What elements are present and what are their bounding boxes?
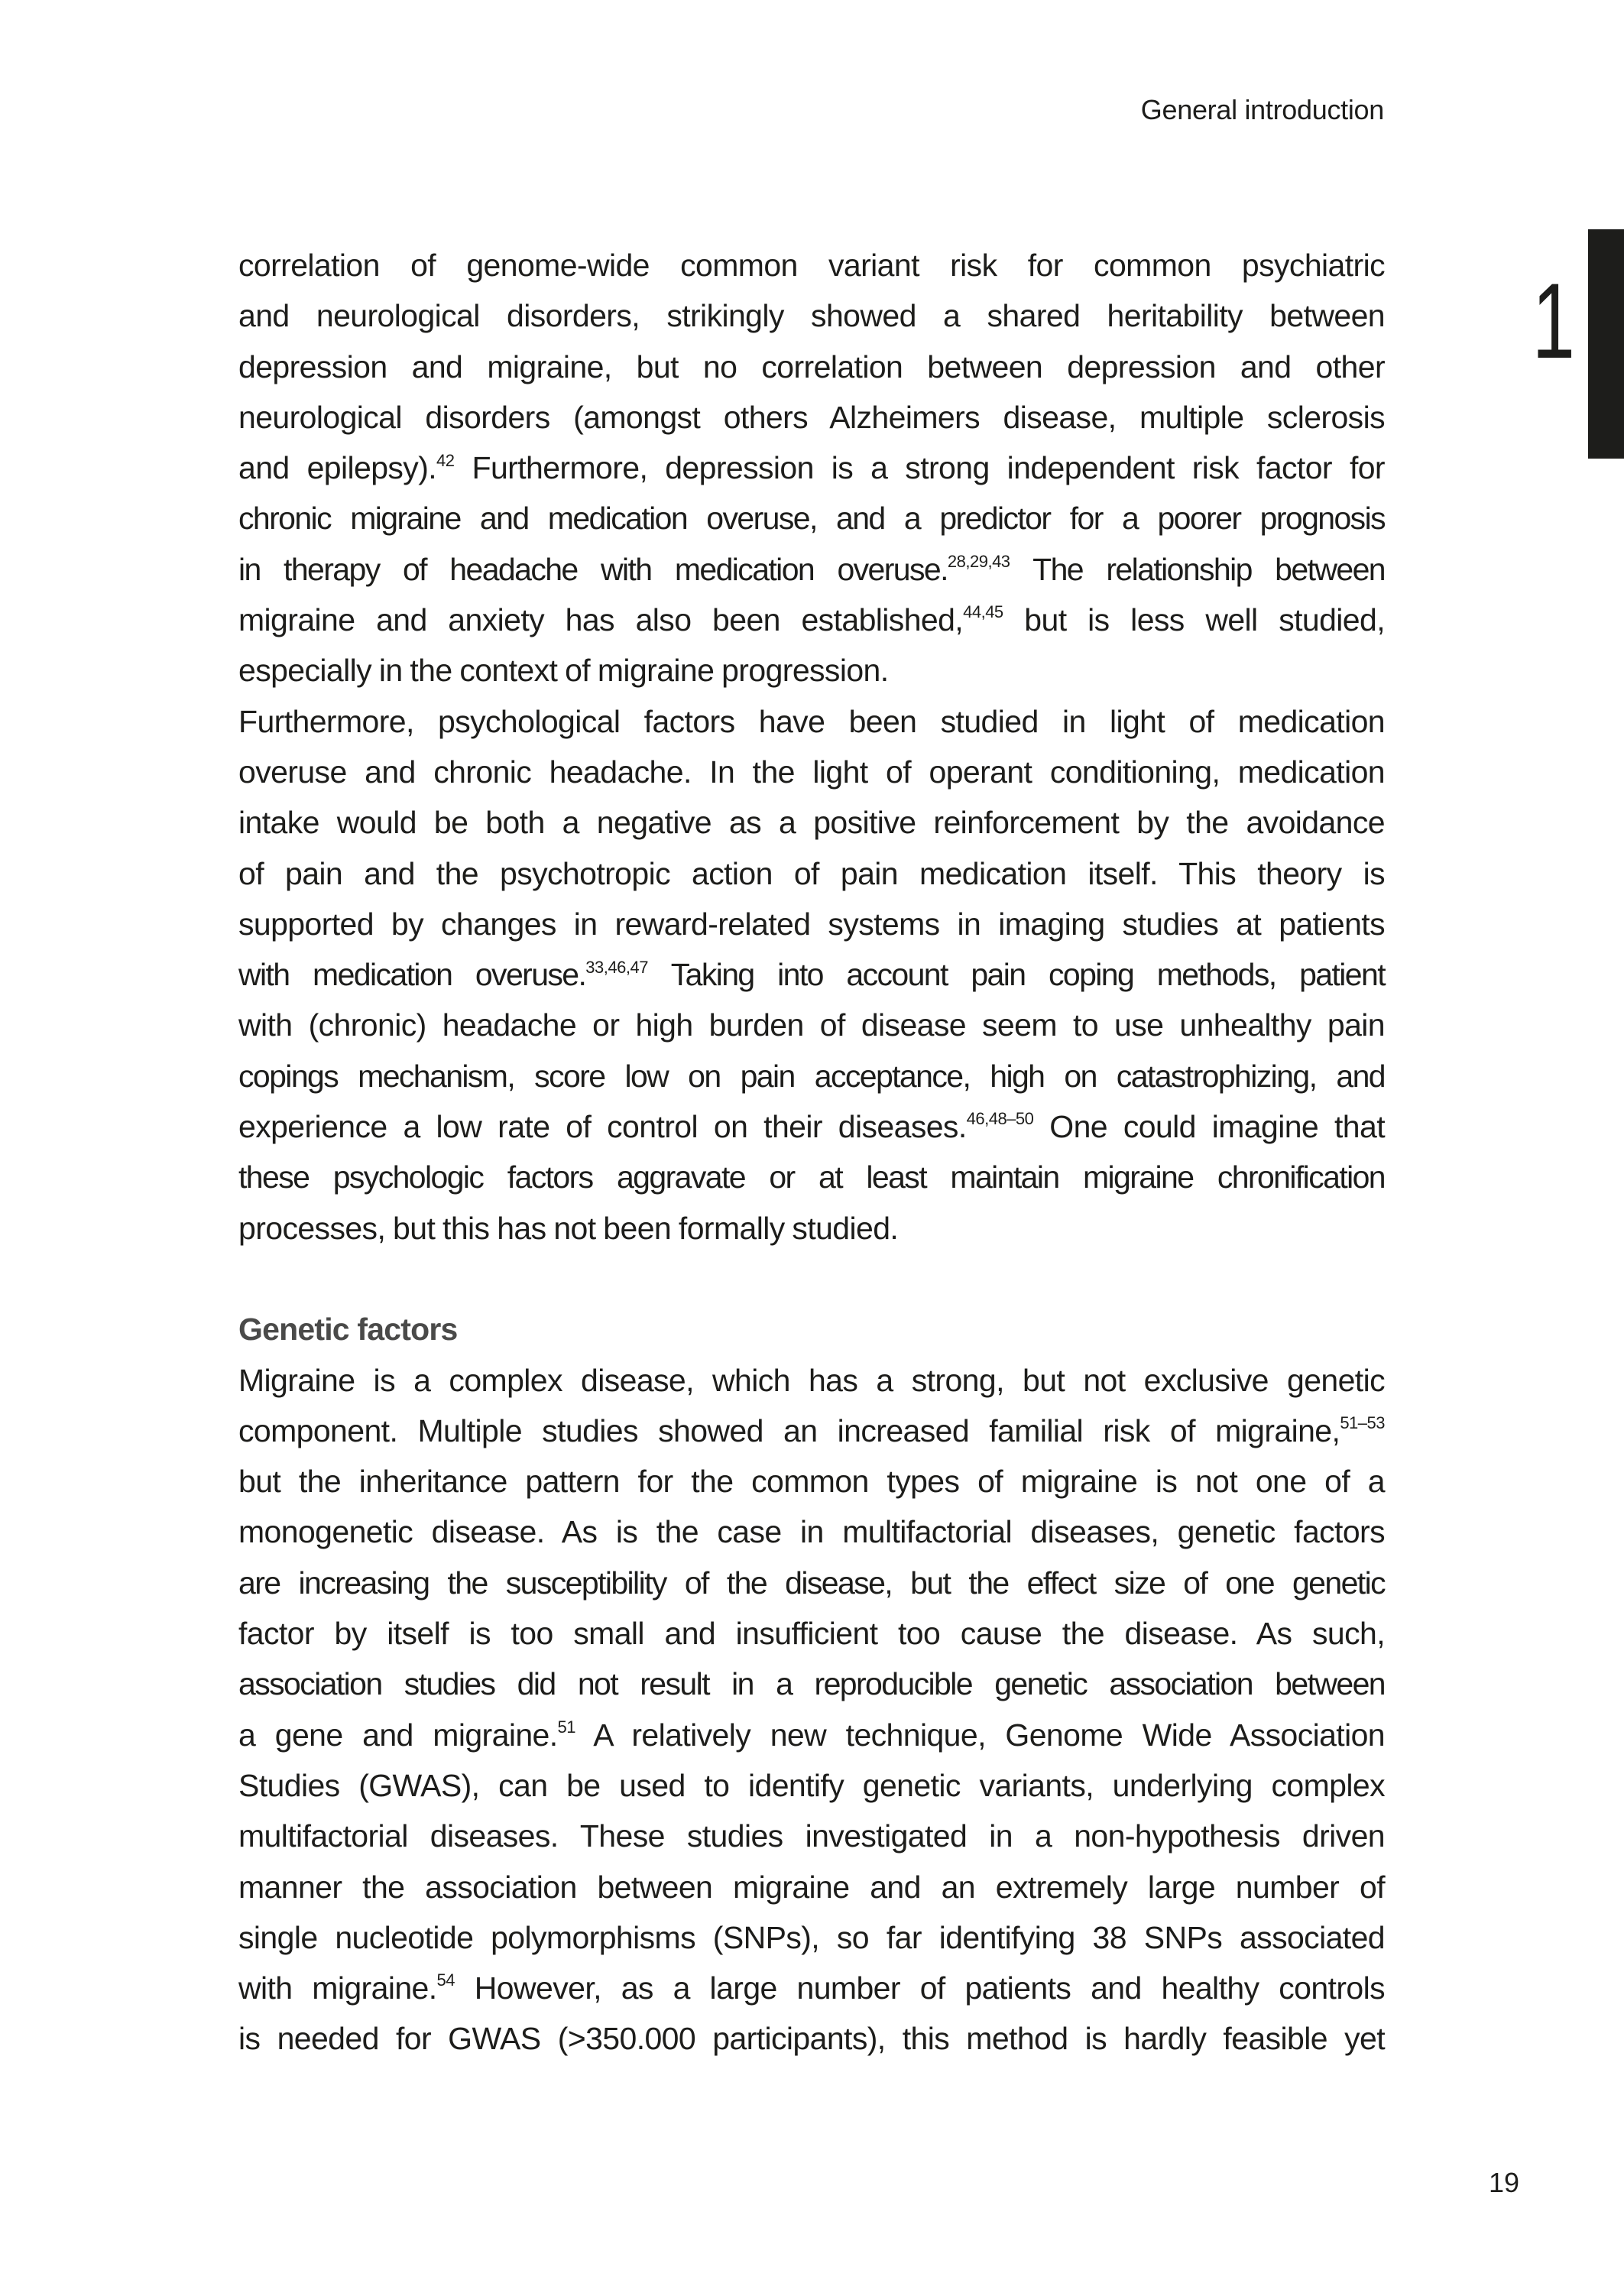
text-line xyxy=(238,747,1385,797)
line-text-continued: A relatively new technique, Genome Wide Association xyxy=(575,1717,1386,1753)
text-line xyxy=(238,1456,1385,1507)
line-text: a gene and migraine. xyxy=(238,1717,558,1753)
text-line xyxy=(238,342,1385,392)
text-line xyxy=(238,1406,1385,1456)
line-text: these psychologic factors aggravate or at least maintain migraine chronification xyxy=(238,1159,1385,1195)
text-line xyxy=(238,1608,1385,1659)
line-text: Studies (GWAS), can be used to identify genetic variants, underlying complex xyxy=(238,1767,1385,1803)
text-line xyxy=(238,1355,1385,1406)
line-text: overuse and chronic headache. In the light of operant conditioning, medication xyxy=(238,754,1385,790)
running-header: General introduction xyxy=(1140,94,1384,125)
body-text xyxy=(238,240,1385,2064)
line-text-continued: but is less well studied, xyxy=(1003,602,1385,638)
line-text: intake would be both a negative as a positive reinforcement by the avoidance xyxy=(238,805,1385,841)
line-text: association studies did not result in a reproducible genetic association between xyxy=(238,1666,1385,1702)
text-line xyxy=(238,645,1385,696)
citation-superscript: 54 xyxy=(436,1970,455,1990)
line-text: experience a low rate of control on their diseases. xyxy=(238,1109,967,1145)
citation-superscript: 42 xyxy=(436,450,455,470)
line-text-continued: However, as a large number of patients and healthy controls xyxy=(455,1970,1386,2006)
line-text-continued: The relationship between xyxy=(1010,551,1385,587)
text-line xyxy=(238,1760,1385,1811)
citation-superscript: 51 xyxy=(557,1717,576,1737)
line-text: copings mechanism, score low on pain acceptance, high on catastrophizing, and xyxy=(238,1058,1385,1094)
line-text: manner the association between migraine and an extremely large number of xyxy=(238,1869,1385,1905)
text-line xyxy=(238,1000,1385,1050)
line-text: in therapy of headache with medication overuse. xyxy=(238,551,948,587)
line-text: factor by itself is too small and insufficient too cause the disease. As such, xyxy=(238,1616,1385,1652)
text-line xyxy=(238,1912,1385,1963)
line-text: single nucleotide polymorphisms (SNPs), so far identifying 38 SNPs associated xyxy=(238,1919,1385,1955)
line-text: of pain and the psychotropic action of pain medication itself. This theory is xyxy=(238,855,1385,891)
citation-superscript: 28,29,43 xyxy=(947,552,1010,572)
line-text: with medication overuse. xyxy=(238,957,586,993)
text-line xyxy=(238,848,1385,899)
text-line xyxy=(238,290,1385,341)
page-number: 19 xyxy=(1489,2167,1520,2198)
line-text: component. Multiple studies showed an increased familial risk of migraine, xyxy=(238,1412,1340,1448)
paragraph-genetic-factors xyxy=(238,1355,1385,2064)
text-line xyxy=(238,1710,1385,1760)
line-text: migraine and anxiety has also been established, xyxy=(238,602,964,638)
line-text: with (chronic) headache or high burden of disease seem to use unhealthy pain xyxy=(238,1007,1385,1043)
line-text-continued: One could imagine that xyxy=(1033,1109,1385,1145)
text-line xyxy=(238,544,1385,595)
citation-superscript: 44,45 xyxy=(963,602,1003,622)
text-line xyxy=(238,493,1385,543)
text-line xyxy=(238,1203,1385,1254)
chapter-number: 1 xyxy=(1532,261,1575,381)
line-text: but the inheritance pattern for the common types of migraine is not one of a xyxy=(238,1464,1385,1500)
paragraph-psychological-factors xyxy=(238,696,1385,1254)
chapter-thumb-tab xyxy=(1588,229,1624,459)
text-line xyxy=(238,899,1385,949)
text-line xyxy=(238,595,1385,645)
line-text: chronic migraine and medication overuse, and a predictor for a poorer prognosis xyxy=(238,501,1385,537)
text-line xyxy=(238,2013,1385,2064)
citation-superscript: 51–53 xyxy=(1340,1413,1385,1433)
line-text-continued: Furthermore, depression is a strong independent risk factor for xyxy=(454,450,1385,486)
text-line xyxy=(238,949,1385,1000)
line-text: Migraine is a complex disease, which has a strong, but not exclusive genetic xyxy=(238,1362,1385,1398)
citation-superscript: 33,46,47 xyxy=(585,957,648,977)
line-text: and epilepsy). xyxy=(238,450,437,486)
citation-superscript: 46,48–50 xyxy=(966,1109,1034,1129)
text-line xyxy=(238,1101,1385,1152)
text-line xyxy=(238,392,1385,443)
line-text: correlation of genome-wide common variant risk for common psychiatric xyxy=(238,248,1385,283)
line-text: depression and migraine, but no correlation between depression and other xyxy=(238,349,1385,384)
text-line xyxy=(238,1507,1385,1557)
line-text: neurological disorders (amongst others Alzheimers disease, multiple sclerosis xyxy=(238,399,1385,435)
line-text: with migraine. xyxy=(238,1970,437,2006)
line-text: especially in the context of migraine progression. xyxy=(238,653,889,689)
line-text: supported by changes in reward-related systems in imaging studies at patients xyxy=(238,906,1385,942)
text-line xyxy=(238,1963,1385,2013)
text-line xyxy=(238,1811,1385,1861)
line-text-continued: Taking into account pain coping methods, patient xyxy=(647,957,1385,993)
text-line xyxy=(238,1558,1385,1608)
section-spacer xyxy=(238,1254,1385,1304)
line-text: monogenetic disease. As is the case in multifactorial diseases, genetic factors xyxy=(238,1514,1385,1550)
text-line xyxy=(238,1051,1385,1101)
line-text: multifactorial diseases. These studies investigated in a non-hypothesis driven xyxy=(238,1818,1385,1854)
text-line xyxy=(238,240,1385,290)
text-line xyxy=(238,1152,1385,1202)
line-text: is needed for GWAS (>350.000 participants), this method is hardly feasible yet xyxy=(238,2021,1385,2057)
line-text: and neurological disorders, strikingly showed a shared heritability between xyxy=(238,298,1385,334)
line-text: Furthermore, psychological factors have been studied in light of medication xyxy=(238,703,1385,739)
text-line xyxy=(238,797,1385,848)
line-text: processes, but this has not been formally studied. xyxy=(238,1210,899,1246)
text-line xyxy=(238,696,1385,747)
section-heading: Genetic factors xyxy=(238,1312,458,1348)
line-text: are increasing the susceptibility of the disease, but the effect size of one genetic xyxy=(238,1565,1385,1601)
text-line xyxy=(238,443,1385,493)
text-line xyxy=(238,1659,1385,1709)
text-line xyxy=(238,1862,1385,1912)
paragraph-psychiatric-comorbidity xyxy=(238,240,1385,696)
